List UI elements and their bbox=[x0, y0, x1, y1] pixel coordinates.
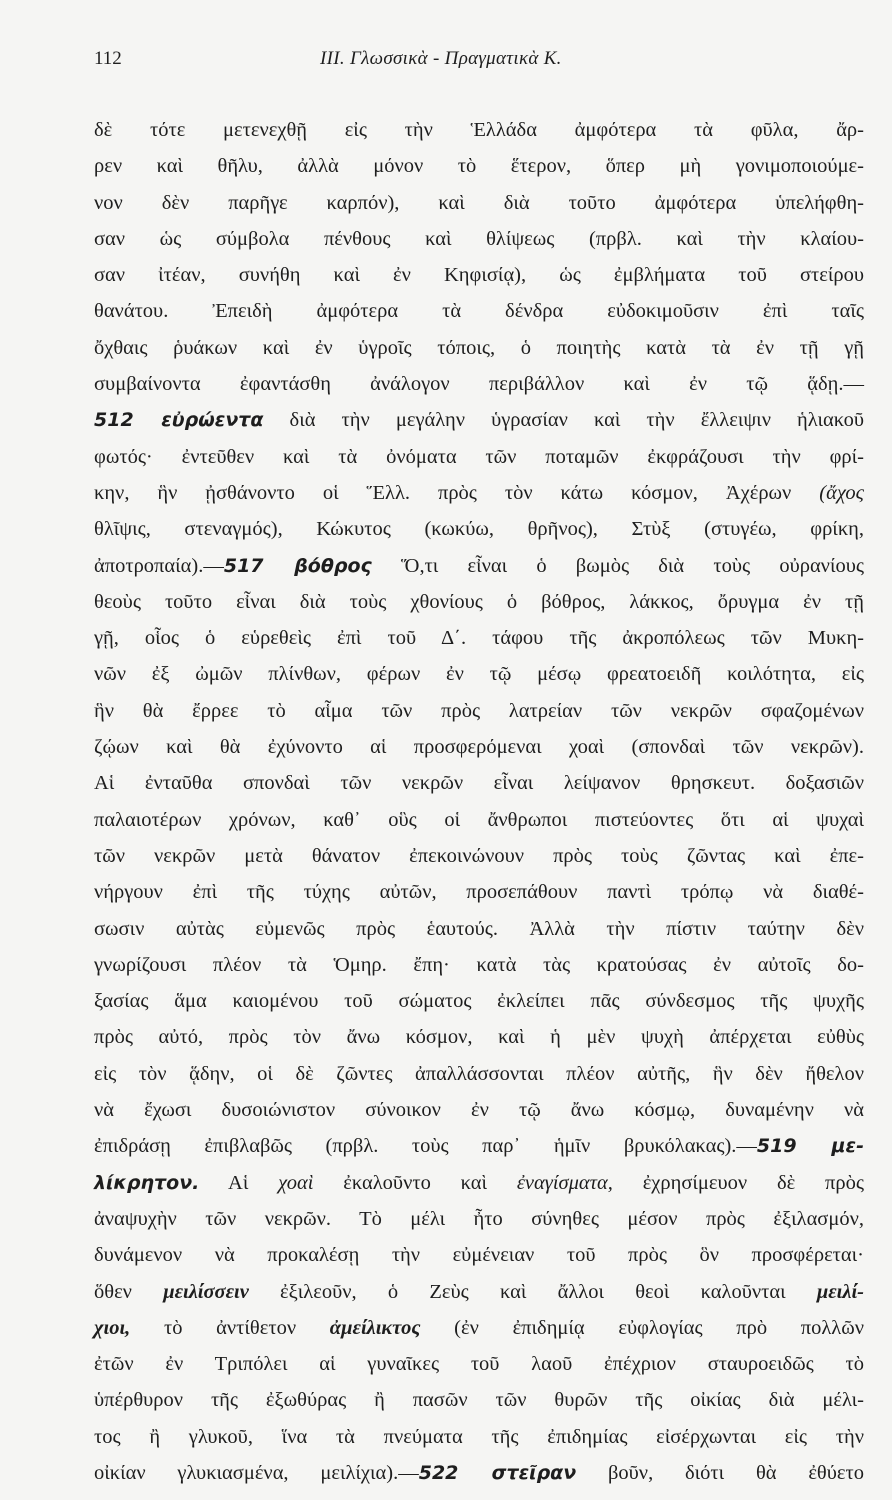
text-run: ἣν θὰ ἔρρεε τὸ αἷμα τῶν πρὸς λατρείαν τῶν νεκρῶν σφαζομένων bbox=[94, 699, 864, 722]
text-line bbox=[94, 293, 864, 329]
text-run: ἐτῶν ἐν Τριπόλει αἱ γυναῖκες τοῦ λαοῦ ἐπέχριον σταυροειδῶς τὸ bbox=[94, 1353, 864, 1376]
text-line bbox=[94, 148, 864, 184]
text-line bbox=[94, 221, 864, 257]
text-run: χιοι, bbox=[94, 1316, 131, 1339]
text-run: ἐπιδράσῃ ἐπιβλαβῶς (πρβλ. τοὺς παρ᾽ ἡμῖν βρυκόλακας).— bbox=[94, 1135, 757, 1158]
text-run: θανάτου. Ἐπειδὴ ἀμφότερα τὰ δένδρα εὐδοκιμοῦσιν ἐπὶ ταῖς bbox=[94, 300, 864, 323]
text-line bbox=[94, 1419, 864, 1455]
text-run: σωσιν αὐτὰς εὐμενῶς πρὸς ἑαυτούς. Ἀλλὰ τὴν πίστιν ταύτην δὲν bbox=[94, 917, 864, 940]
text-run: (ἐν ἐπιδημίᾳ εὐφλογίας πρὸ πολλῶν bbox=[420, 1316, 865, 1339]
text-line bbox=[94, 983, 864, 1019]
text-line bbox=[94, 911, 864, 947]
text-run: ἀναψυχὴν τῶν νεκρῶν. Τὸ μέλι ἦτο σύνηθες μέσον πρὸς ἐξιλασμόν, bbox=[94, 1207, 864, 1230]
text-line bbox=[94, 1092, 864, 1128]
text-run: ὅθεν bbox=[94, 1280, 164, 1303]
text-run: τῶν νεκρῶν μετὰ θάνατον ἐπεκοινώνουν πρὸς τοὺς ζῶντας καὶ ἐπε- bbox=[94, 844, 864, 867]
text-run: νήργουν ἐπὶ τῆς τύχης αὐτῶν, προσεπάθουν παντὶ τρόπῳ νὰ διαθέ- bbox=[94, 881, 864, 904]
text-run: ἐχρησίμευον δὲ πρὸς bbox=[612, 1171, 864, 1194]
text-run: τος ἢ γλυκοῦ, ἵνα τὰ πνεύματα τῆς ἐπιδημίας εἰσέρχωνται εἰς τὴν bbox=[94, 1425, 864, 1448]
text-run: ὑπέρθυρον τῆς ἐξωθύρας ἢ πασῶν τῶν θυρῶν τῆς οἰκίας διὰ μέλι- bbox=[94, 1389, 864, 1412]
text-run: θεοὺς τοῦτο εἶναι διὰ τοὺς χθονίους ὁ βόθρος, λάκκος, ὄρυγμα ἐν τῇ bbox=[94, 590, 864, 613]
text-run: χοαὶ bbox=[278, 1171, 314, 1194]
text-line bbox=[94, 765, 864, 801]
text-line bbox=[94, 112, 864, 148]
text-run: ἐναγίσματα, bbox=[516, 1171, 613, 1194]
commentary-text bbox=[94, 112, 864, 1491]
text-line bbox=[94, 802, 864, 838]
text-line bbox=[94, 947, 864, 983]
text-run: τὸ ἀντίθετον bbox=[130, 1316, 330, 1339]
running-head: ΙΙΙ. Γλωσσικὰ - Πραγματικὰ Κ. bbox=[320, 48, 562, 69]
text-run: (ἄχος bbox=[819, 481, 864, 504]
text-line bbox=[94, 729, 864, 765]
text-line bbox=[94, 185, 864, 221]
text-run: παλαιοτέρων χρόνων, καθ᾽ οὓς οἱ ἄνθρωποι πιστεύοντες ὅτι αἱ ψυχαὶ bbox=[94, 808, 864, 831]
page-number: 112 bbox=[94, 48, 122, 69]
text-line bbox=[94, 1237, 864, 1273]
text-line bbox=[94, 257, 864, 293]
text-line bbox=[94, 1274, 864, 1310]
text-run: ἀμείλικτος bbox=[329, 1316, 421, 1339]
text-run: Αἱ ἐνταῦθα σπονδαὶ τῶν νεκρῶν εἶναι λείψανον θρησκευτ. δοξασιῶν bbox=[94, 772, 864, 795]
page-header bbox=[94, 48, 856, 78]
text-line bbox=[94, 548, 864, 584]
text-run: εἰς τὸν ᾅδην, οἱ δὲ ζῶντες ἀπαλλάσσονται πλέον αὐτῆς, ἣν δὲν ἤθελον bbox=[94, 1062, 864, 1085]
text-line bbox=[94, 874, 864, 910]
text-line bbox=[94, 656, 864, 692]
text-line bbox=[94, 1382, 864, 1418]
text-line bbox=[94, 1310, 864, 1346]
text-run: διὰ τὴν μεγάλην ὑγρασίαν καὶ τὴν ἔλλειψιν ἡλιακοῦ bbox=[263, 409, 865, 432]
text-run: συμβαίνοντα ἐφαντάσθη ἀνάλογον περιβάλλον καὶ ἐν τῷ ᾅδῃ.— bbox=[94, 373, 864, 396]
text-run: ζῴων καὶ θὰ ἐχύνοντο αἱ προσφερόμεναι χοαὶ (σπονδαὶ τῶν νεκρῶν). bbox=[94, 736, 864, 759]
line-reference: 519 με- bbox=[756, 1135, 865, 1158]
text-line bbox=[94, 475, 864, 511]
text-run: ἐξιλεοῦν, ὁ Ζεὺς καὶ ἄλλοι θεοὶ καλοῦνται bbox=[248, 1280, 817, 1303]
text-line bbox=[94, 1019, 864, 1055]
text-run: ἐκαλοῦντο καὶ bbox=[313, 1171, 517, 1194]
text-run: δυνάμενον νὰ προκαλέσῃ τὴν εὐμένειαν τοῦ πρὸς ὃν προσφέρεται· bbox=[94, 1244, 864, 1267]
text-run: δὲ τότε μετενεχθῇ εἰς τὴν Ἑλλάδα ἀμφότερα τὰ φῦλα, ἄρ- bbox=[94, 119, 864, 141]
text-run: γνωρίζουσι πλέον τὰ Ὁμηρ. ἔπη· κατὰ τὰς κρατούσας ἐν αὐτοῖς δο- bbox=[94, 953, 864, 976]
text-run: σαν ὡς σύμβολα πένθους καὶ θλίψεως (πρβλ. καὶ τὴν κλαίου- bbox=[94, 227, 864, 250]
text-run: Ὅ,τι εἶναι ὁ βωμὸς διὰ τοὺς οὐρανίους bbox=[371, 554, 864, 577]
text-run: κην, ἣν ᾐσθάνοντο οἱ Ἕλλ. πρὸς τὸν κάτω κόσμον, Ἀχέρων bbox=[94, 481, 820, 504]
text-run: νὰ ἔχωσι δυσοιώνιστον σύνοικον ἐν τῷ ἄνω κόσμῳ, δυναμένην νὰ bbox=[94, 1099, 864, 1122]
text-run: βοῦν, διότι θὰ ἐθύετο bbox=[576, 1461, 864, 1484]
text-run: ξασίας ἅμα καιομένου τοῦ σώματος ἐκλείπει πᾶς σύνδεσμος τῆς ψυχῆς bbox=[94, 990, 864, 1013]
text-run: σαν ἰτέαν, συνήθη καὶ ἐν Κηφισίᾳ), ὡς ἐμβλήματα τοῦ στείρου bbox=[94, 264, 864, 287]
line-reference: 517 βόθρος bbox=[223, 554, 372, 577]
text-run: ρεν καὶ θῆλυ, ἀλλὰ μόνον τὸ ἕτερον, ὅπερ μὴ γονιμοποιούμε- bbox=[94, 155, 864, 178]
text-line bbox=[94, 1128, 864, 1164]
text-line bbox=[94, 330, 864, 366]
text-run: νον δὲν παρῆγε καρπόν), καὶ διὰ τοῦτο ἀμφότερα ὑπελήφθη- bbox=[94, 191, 864, 214]
line-reference: λίκρητον. bbox=[94, 1171, 200, 1194]
text-line bbox=[94, 1455, 864, 1491]
text-run: θλῖψις, στεναγμός), Κώκυτος (κωκύω, θρῆνος), Στὺξ (στυγέω, φρίκη, bbox=[94, 518, 864, 541]
text-line bbox=[94, 439, 864, 475]
text-line bbox=[94, 1201, 864, 1237]
text-run: γῇ, οἷος ὁ εὑρεθεὶς ἐπὶ τοῦ Δ΄. τάφου τῆς ἀκροπόλεως τῶν Μυκη- bbox=[94, 627, 864, 650]
text-line bbox=[94, 584, 864, 620]
text-run: ἀποτροπαία).— bbox=[94, 554, 224, 577]
text-line bbox=[94, 693, 864, 729]
text-line bbox=[94, 620, 864, 656]
text-line bbox=[94, 402, 864, 438]
text-line bbox=[94, 1346, 864, 1382]
text-run: οἰκίαν γλυκιασμένα, μειλίχια).— bbox=[94, 1461, 419, 1484]
text-line bbox=[94, 366, 864, 402]
line-reference: 522 στεῖραν bbox=[418, 1461, 577, 1484]
text-line bbox=[94, 838, 864, 874]
text-run: μειλί- bbox=[816, 1280, 865, 1303]
text-run: Αἱ bbox=[199, 1171, 279, 1194]
text-run: φωτός· ἐντεῦθεν καὶ τὰ ὀνόματα τῶν ποταμῶν ἐκφράζουσι τὴν φρί- bbox=[94, 445, 864, 468]
text-run: πρὸς αὐτό, πρὸς τὸν ἄνω κόσμον, καὶ ἡ μὲν ψυχὴ ἀπέρχεται εὐθὺς bbox=[94, 1026, 864, 1049]
text-run: μειλίσσειν bbox=[163, 1280, 249, 1303]
text-line bbox=[94, 1056, 864, 1092]
text-run: ὄχθαις ῥυάκων καὶ ἐν ὑγροῖς τόποις, ὁ ποιητὴς κατὰ τὰ ἐν τῇ γῇ bbox=[94, 336, 864, 359]
text-line bbox=[94, 1165, 864, 1201]
line-reference: 512 εὐρώεντα bbox=[94, 409, 264, 432]
text-line bbox=[94, 511, 864, 547]
text-run: νῶν ἐξ ὠμῶν πλίνθων, φέρων ἐν τῷ μέσῳ φρεατοειδῆ κοιλότητα, εἰς bbox=[94, 663, 864, 686]
